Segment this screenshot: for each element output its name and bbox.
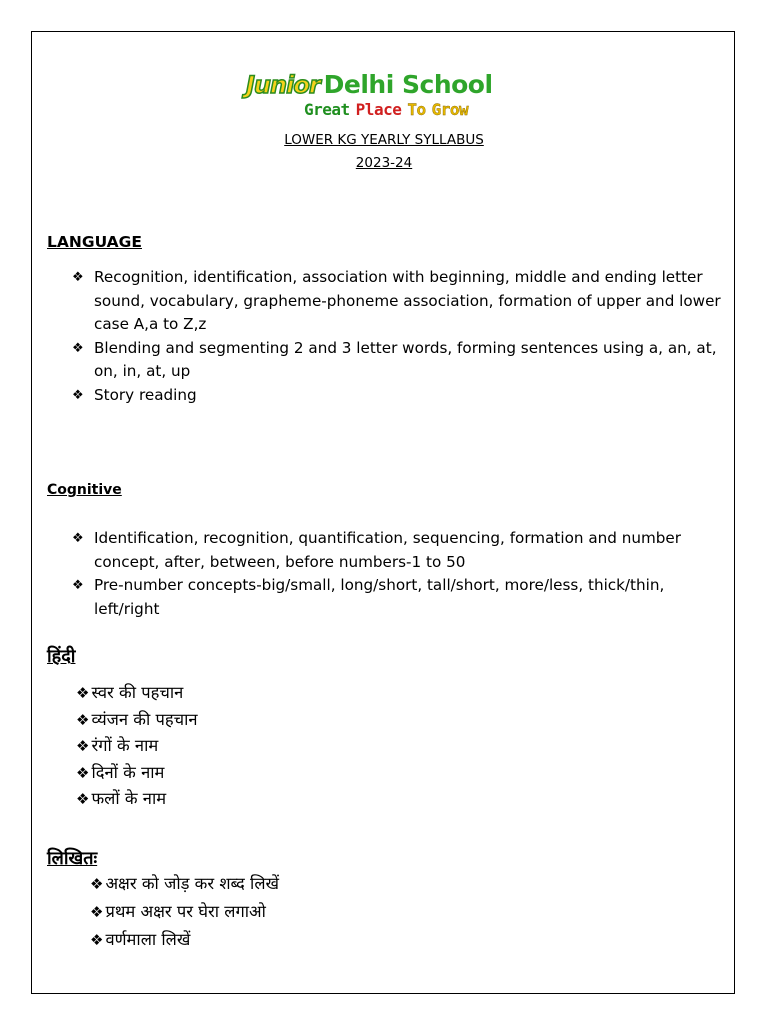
list-item-text: Identification, recognition, quantification, sequencing, formation and number concept, after, between, before numbers-1 to 50 bbox=[94, 529, 682, 571]
bullet-icon: ❖ bbox=[72, 578, 84, 593]
language-list bbox=[72, 266, 722, 407]
page-border bbox=[31, 31, 735, 994]
syllabus-year: 2023-24 bbox=[355, 155, 413, 171]
list-item-text: प्रथम अक्षर पर घेरा लगाओ bbox=[105, 902, 266, 921]
list-item bbox=[90, 870, 279, 898]
likhit-heading: लिखितः bbox=[47, 848, 98, 869]
bullet-icon: ❖ bbox=[72, 387, 84, 403]
list-item bbox=[90, 926, 279, 954]
list-item-text: दिनों के नाम bbox=[91, 762, 165, 782]
bullet-icon: ❖ bbox=[76, 710, 90, 729]
tagline-word: Great bbox=[304, 100, 350, 119]
list-item bbox=[72, 574, 722, 621]
list-item bbox=[72, 337, 722, 384]
list-item-text: स्वर की पहचान bbox=[91, 683, 184, 702]
logo-brand: Junior bbox=[246, 70, 320, 99]
list-item-text: अक्षर को जोड़ कर शब्द लिखें bbox=[105, 874, 280, 893]
list-item-text: Blending and segmenting 2 and 3 letter words, forming sentences using a, an, at, on, in, at, up bbox=[94, 338, 717, 380]
list-item-text: Story reading bbox=[94, 385, 197, 404]
bullet-icon: ❖ bbox=[90, 903, 104, 921]
bullet-icon: ❖ bbox=[76, 790, 90, 808]
bullet-icon: ❖ bbox=[76, 763, 90, 782]
hindi-list bbox=[76, 680, 198, 813]
cognitive-list bbox=[72, 527, 722, 621]
list-item bbox=[76, 733, 198, 760]
list-item-text: Recognition, identification, association with beginning, middle and ending letter sound, vocabulary, grapheme-phoneme association, formation of upper and lower case A,a to Z,z bbox=[94, 268, 721, 333]
list-item bbox=[76, 707, 198, 734]
list-item bbox=[72, 266, 722, 337]
bullet-icon: ❖ bbox=[72, 340, 84, 356]
bullet-icon: ❖ bbox=[72, 531, 84, 546]
list-item-text: Pre-number concepts-big/small, long/short, tall/short, more/less, thick/thin, left/right bbox=[94, 576, 665, 618]
tagline-word: To bbox=[407, 100, 426, 119]
list-item-text: व्यंजन की पहचान bbox=[91, 709, 198, 729]
list-item bbox=[76, 680, 198, 707]
language-heading: LANGUAGE bbox=[47, 233, 142, 251]
school-logo bbox=[246, 70, 526, 122]
tagline-word: Grow bbox=[431, 100, 469, 119]
bullet-icon: ❖ bbox=[90, 931, 104, 949]
logo-school-name: Delhi School bbox=[323, 70, 493, 99]
bullet-icon: ❖ bbox=[72, 270, 84, 285]
list-item-text: रंगों के नाम bbox=[91, 736, 159, 755]
hindi-heading: हिंदी bbox=[47, 646, 76, 667]
bullet-icon: ❖ bbox=[90, 875, 104, 893]
bullet-icon: ❖ bbox=[76, 737, 90, 755]
list-item bbox=[76, 786, 198, 813]
cognitive-heading: Cognitive bbox=[47, 482, 122, 498]
logo-tagline bbox=[304, 100, 474, 119]
list-item bbox=[90, 898, 279, 926]
list-item bbox=[72, 384, 722, 408]
likhit-list bbox=[90, 870, 279, 954]
syllabus-title: LOWER KG YEARLY SYLLABUS bbox=[284, 132, 484, 148]
list-item-text: फलों के नाम bbox=[91, 789, 167, 808]
list-item bbox=[76, 760, 198, 787]
list-item-text: वर्णमाला लिखें bbox=[105, 930, 191, 949]
bullet-icon: ❖ bbox=[76, 684, 90, 702]
list-item bbox=[72, 527, 722, 574]
tagline-word: Place bbox=[355, 100, 402, 119]
